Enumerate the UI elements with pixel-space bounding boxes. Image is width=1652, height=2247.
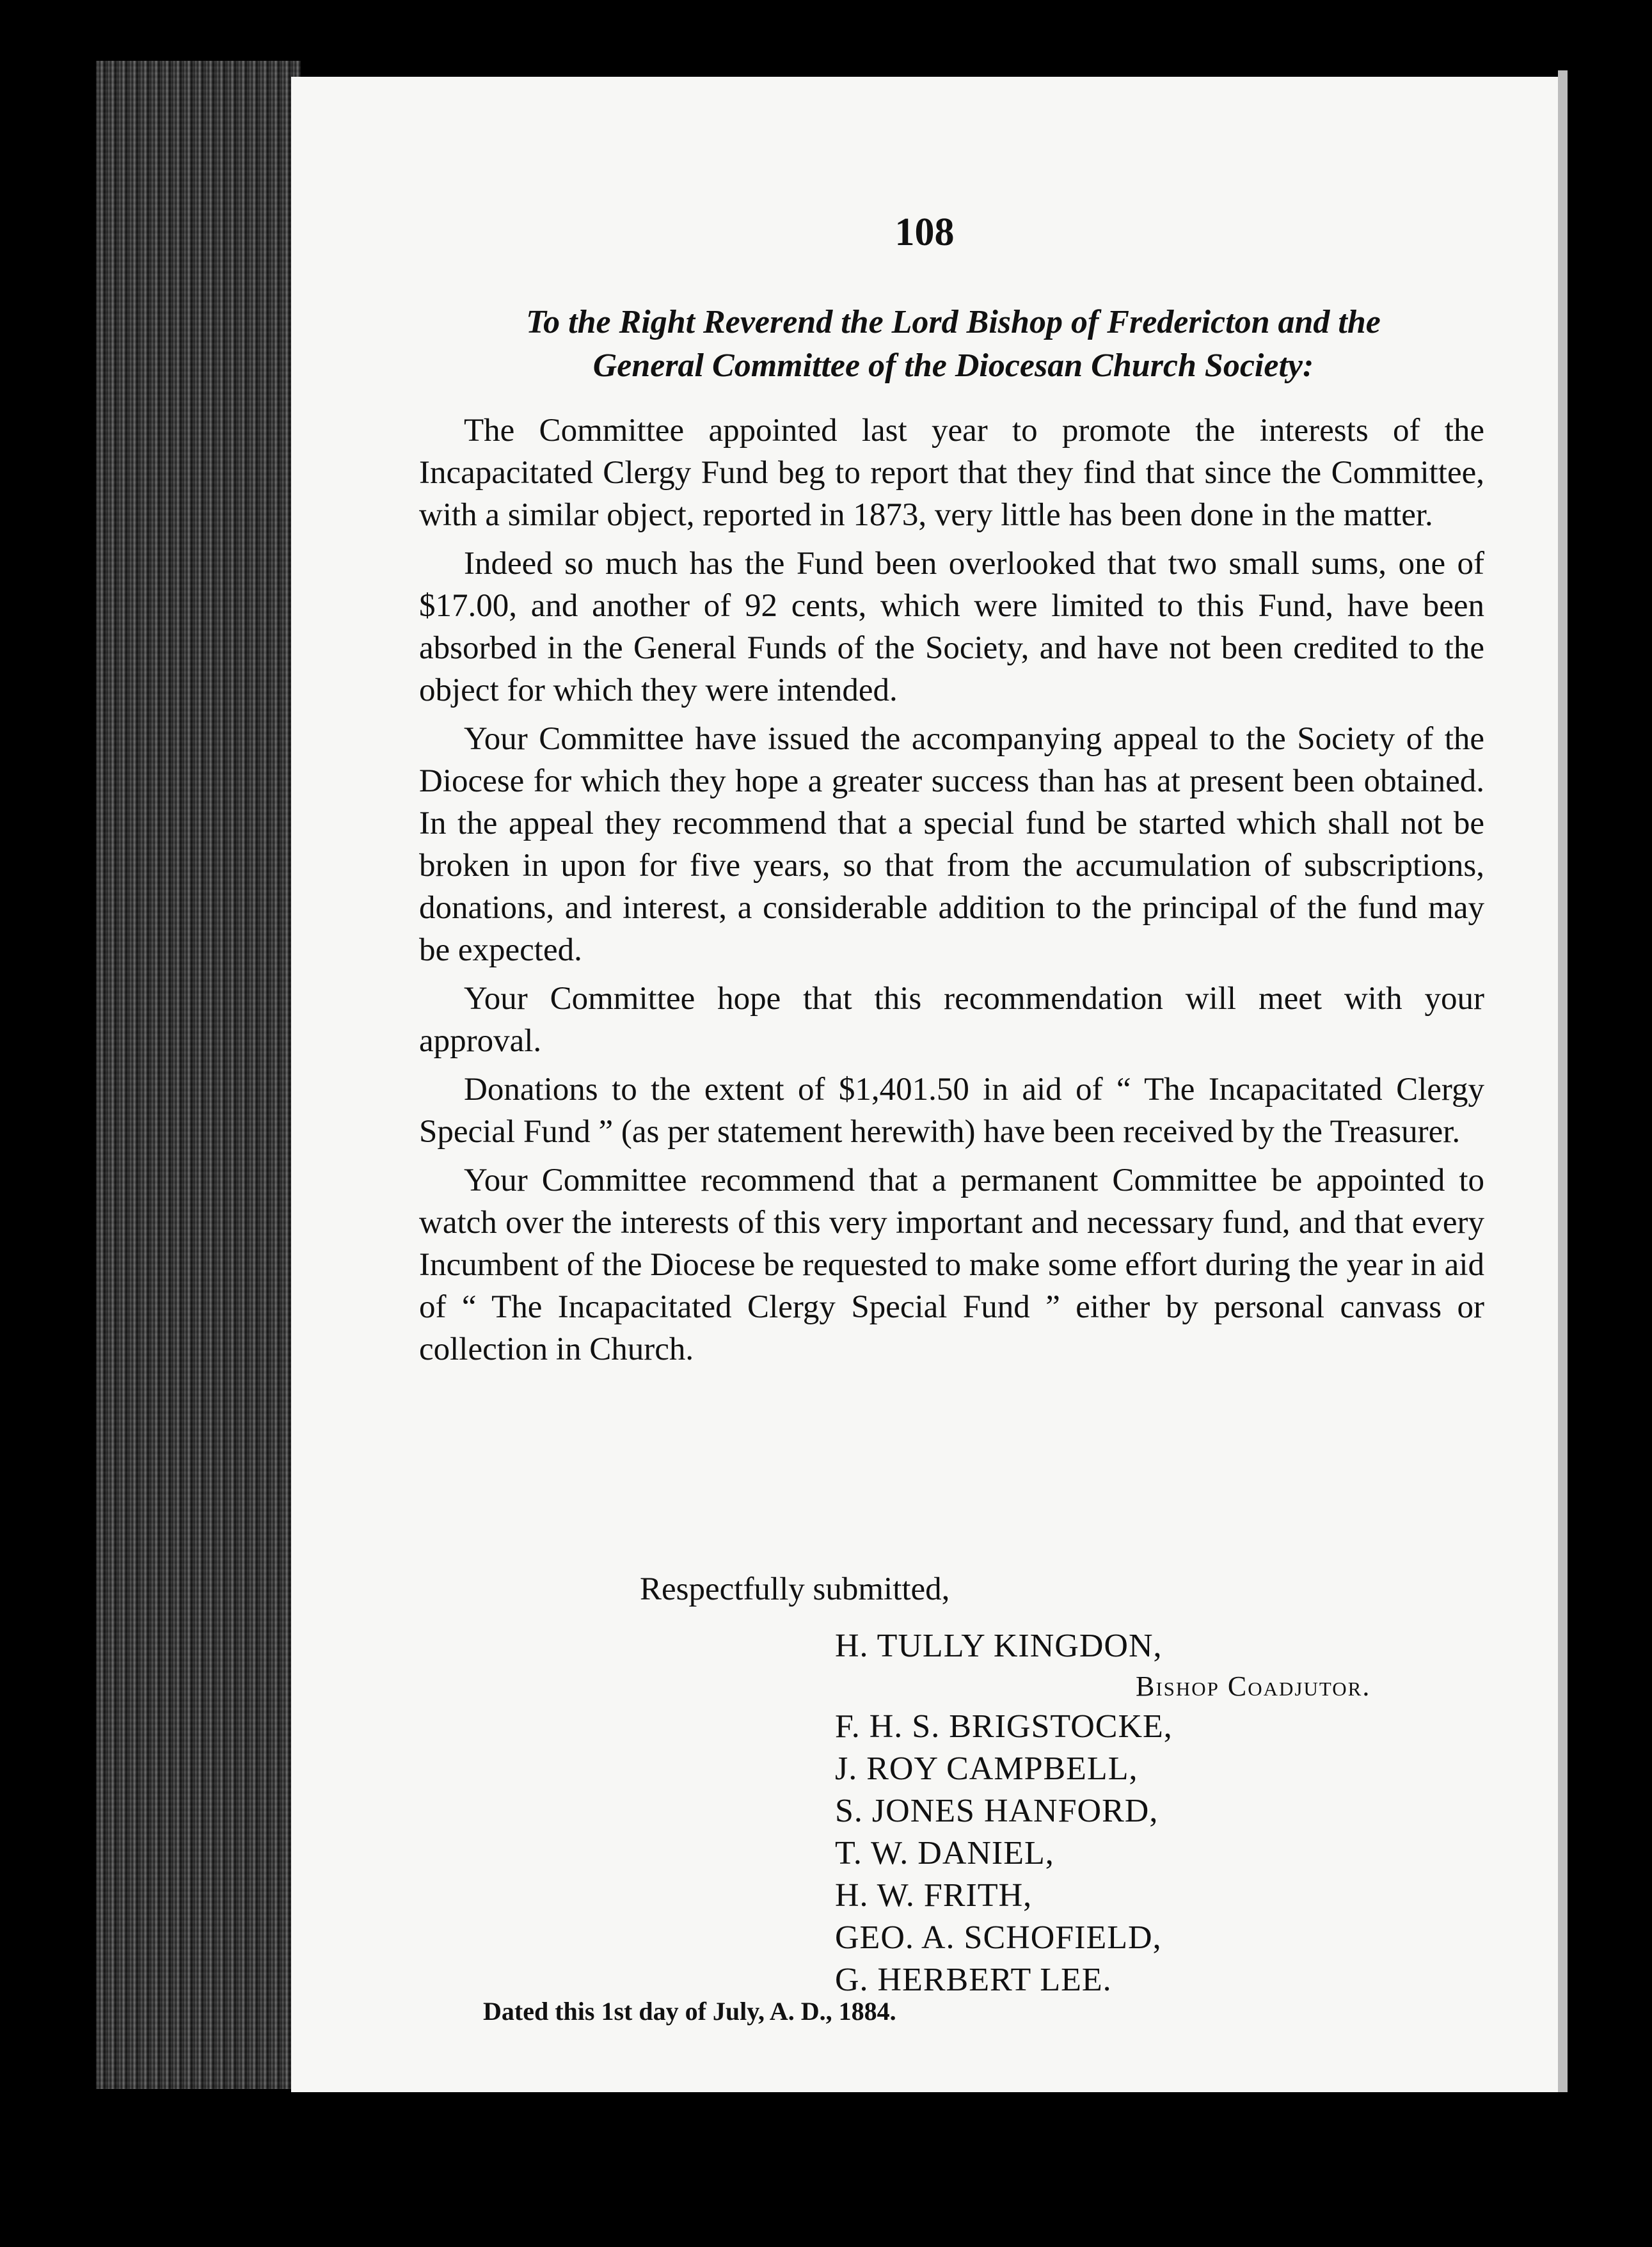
paragraph: Donations to the extent of $1,401.50 in aid of “ The Incapacitated Clergy Special Fund ” (as per statement herewith) have been received by the Treasurer. [419, 1072, 1484, 1150]
signatory-name: H. TULLY KINGDON, [835, 1628, 1163, 1664]
salutation-address [416, 301, 1491, 388]
closing-line: Respectfully submitted, [640, 1571, 950, 1607]
paragraph: Your Committee recommend that a permanent Committee be appointed to watch over the interests of this very important and necessary fund, and that every Incumbent of the Diocese be requested to make some effort during the year in aid of “ The Incapacitated Clergy Special Fund ” either by personal canvass or collection in Church. [419, 1163, 1484, 1367]
paragraph: Your Committee have issued the accompanying appeal to the Society of the Diocese for which they hope a greater success than has at present been obtained. In the appeal they recommend that a special fund be started which shall not be broken in upon for five years, so that from the accumulation of subscriptions, donations, and interest, a considerable addition to the principal of the fund may be expected. [419, 721, 1484, 968]
paragraph: Your Committee hope that this recommendation will meet with your approval. [419, 981, 1484, 1059]
signatory-name: F. H. S. BRIGSTOCKE, [835, 1708, 1173, 1745]
signatory-name: T. W. DANIEL, [835, 1835, 1054, 1871]
address-line-1: To the Right Reverend the Lord Bishop of Fredericton and the [526, 304, 1381, 340]
page-number: 108 [894, 210, 955, 254]
paragraph: The Committee appointed last year to promote the interests of the Incapacitated Clergy Fund beg to report that they find that since the Committee, with a similar object, reported in 1873, very little has been done in the matter. [419, 413, 1484, 533]
signatory-name: H. W. FRITH, [835, 1877, 1033, 1914]
signatory-name: S. JONES HANFORD, [835, 1793, 1159, 1829]
signatory-title: Bishop Coadjutor. [1136, 1671, 1371, 1702]
paragraph: Indeed so much has the Fund been overlooked that two small sums, one of $17.00, and another of 92 cents, which were limited to this Fund, have been absorbed in the General Funds of the Society, and have not been credited to the object for which they were intended. [419, 546, 1484, 708]
signatory-name: G. HERBERT LEE. [835, 1962, 1112, 1998]
facing-page-edge [1558, 70, 1568, 2092]
report-body [419, 409, 1484, 1377]
address-line-2: General Committee of the Diocesan Church Society: [592, 347, 1314, 384]
signatory-name: J. ROY CAMPBELL, [835, 1751, 1138, 1787]
date-line: Dated this 1st day of July, A. D., 1884. [483, 1997, 896, 2026]
signatory-name: GEO. A. SCHOFIELD, [835, 1919, 1162, 1956]
signatory-list [835, 1625, 1475, 2001]
book-page [291, 77, 1558, 2092]
book-page-edges [96, 61, 301, 2089]
